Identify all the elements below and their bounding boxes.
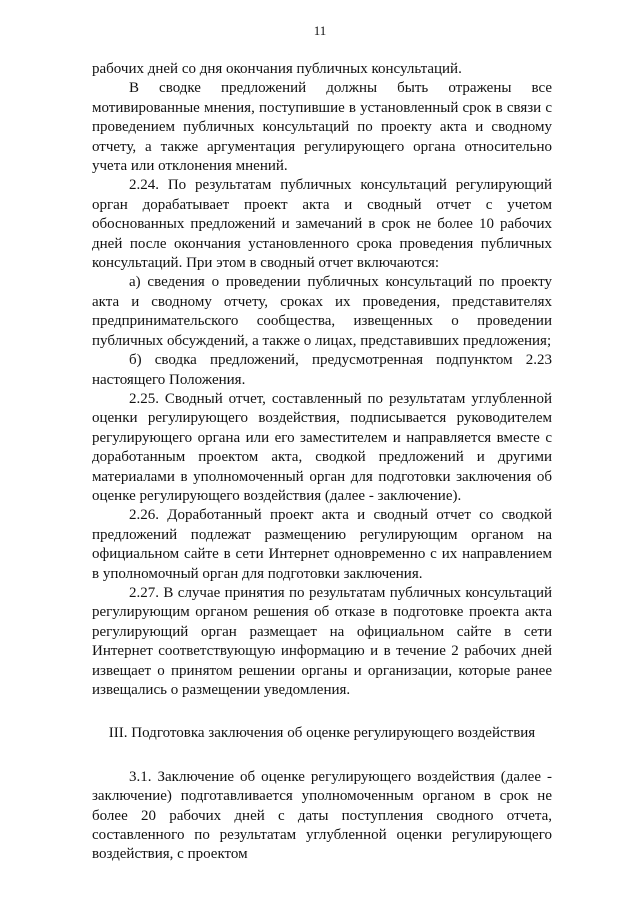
section-heading: III. Подготовка заключения об оценке регулирующего воздействия [108,725,536,742]
paragraph: 2.24. По результатам публичных консультаций регулирующий орган дорабатывает проект акта и сводный отчет с учетом обоснованных предложений и замечаний в срок не более 10 рабочих дней после окончания установленного срока проведения публичных консультаций. При этом в сводный отчет включаются: [92,177,552,272]
paragraph: рабочих дней со дня окончания публичных консультаций. [92,61,462,77]
paragraph: 2.25. Сводный отчет, составленный по результатам углубленной оценки регулирующего воздействия, подписывается руководителем регулирующего органа или его заместителем и направляется вместе с доработанным проектом акта, сводкой предложений и другими материалами в уполномоченный орган для подготовки заключения об оценке регулирующего воздействия (далее - заключение). [92,390,552,504]
paragraph: 3.1. Заключение об оценке регулирующего воздействия (далее - заключение) подготавливается уполномоченным органом в срок не более 20 рабочих дней с даты поступления сводного отчета, составленного по результатам углубленной оценки регулирующего воздействия, с проектом [92,768,552,863]
page-number: 11 [313,23,327,38]
paragraph: а) сведения о проведении публичных консультаций по проекту акта и сводному отчету, сроках их проведения, представителях предпринимательского сообщества, извещенных о проведении публичных обсуждений, а также о лицах, представивших предложения; [92,274,552,349]
paragraph: б) сводка предложений, предусмотренная подпунктом 2.23 настоящего Положения. [92,352,552,388]
paragraph: В сводке предложений должны быть отражены все мотивированные мнения, поступившие в установленный срок в связи с проведением публичных консультаций по проекту акта и сводному отчету, а также аргументация регулирующего органа относительно учета или отклонения мнений. [92,80,552,175]
paragraph: 2.27. В случае принятия по результатам публичных консультаций регулирующим органом решения об отказе в подготовке проекта акта регулирующий орган размещает на официальном сайте в сети Интернет соответствующую информацию и в течение 2 рабочих дней извещает о принятом решении органы и организации, которые ранее извещались о размещении уведомления. [92,584,552,698]
paragraph: 2.26. Доработанный проект акта и сводный отчет со сводкой предложений подлежат размещению регулирующим органом на официальном сайте в сети Интернет одновременно с их направлением в уполномочный орган для подготовки заключения. [92,507,552,582]
document-body [92,60,552,865]
